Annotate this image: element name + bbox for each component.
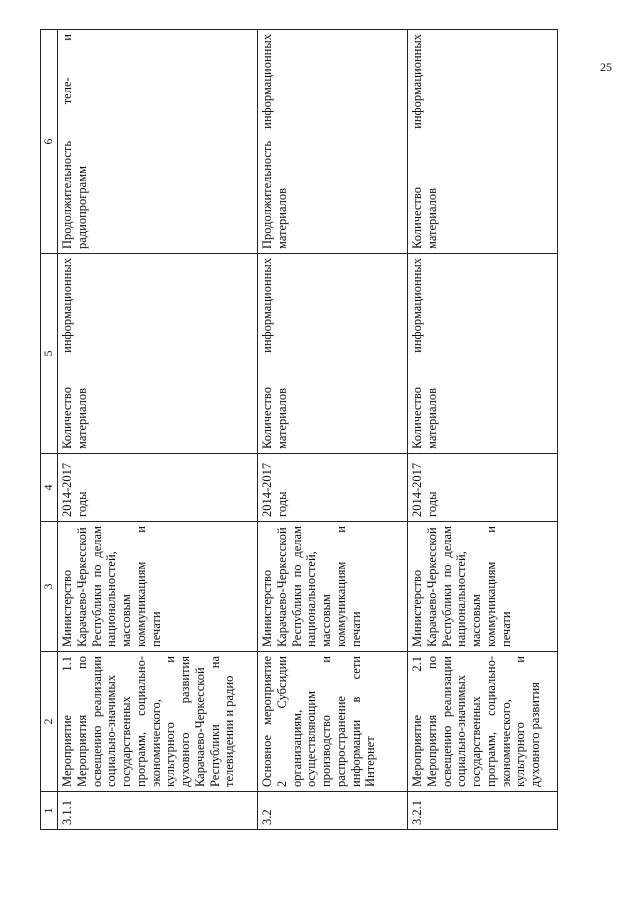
target-indicator: Продолжительность информационных материалов <box>258 30 408 254</box>
rotated-table-wrapper <box>40 30 600 830</box>
indicator: Количество информационных материалов <box>408 254 558 454</box>
measure-name: Мероприятие 2.1 Мероприятия по освещению реализации социально-значимых государственных программ, социально-экономического, культурного и духовного развития <box>408 652 558 792</box>
header-cell: 5 <box>41 254 58 454</box>
executor: Министерство Карачаево-Черкесской Республики по делам национальностей, массовым коммуникациям и печати <box>58 522 258 652</box>
target-indicator: Количество информационных материалов <box>408 30 558 254</box>
row-number: 3.2 <box>258 792 408 830</box>
indicator: Количество информационных материалов <box>58 254 258 454</box>
header-cell: 6 <box>41 30 58 254</box>
table-row <box>258 30 408 830</box>
measure-name: Мероприятие 1.1 Мероприятия по освещению реализации социально-значимых государственных программ, социально-экономического, культурного и духовного развития Карачаево-Черкесской Республики на телевидении и радио <box>58 652 258 792</box>
row-number: 3.1.1 <box>58 792 258 830</box>
page-number: 25 <box>600 60 612 74</box>
header-cell: 2 <box>41 652 58 792</box>
period: 2014-2017 годы <box>58 454 258 522</box>
header-cell: 3 <box>41 522 58 652</box>
period: 2014-2017 годы <box>258 454 408 522</box>
executor: Министерство Карачаево-Черкесской Республики по делам национальностей, массовым коммуникациям и печати <box>408 522 558 652</box>
header-cell: 4 <box>41 454 58 522</box>
table-header-row <box>41 30 58 830</box>
program-measures-table <box>40 29 558 830</box>
period: 2014-2017 годы <box>408 454 558 522</box>
row-number: 3.2.1 <box>408 792 558 830</box>
table-row <box>58 30 258 830</box>
indicator: Количество информационных материалов <box>258 254 408 454</box>
executor: Министерство Карачаево-Черкесской Республики по делам национальностей, массовым коммуникациям и печати <box>258 522 408 652</box>
measure-name: Основное мероприятие 2 Субсидии организациям, осуществляющим производство и распространение информации в сети Интернет <box>258 652 408 792</box>
target-indicator: Продолжительность теле- и радиопрограмм <box>58 30 258 254</box>
header-cell: 1 <box>41 792 58 830</box>
table-row <box>408 30 558 830</box>
